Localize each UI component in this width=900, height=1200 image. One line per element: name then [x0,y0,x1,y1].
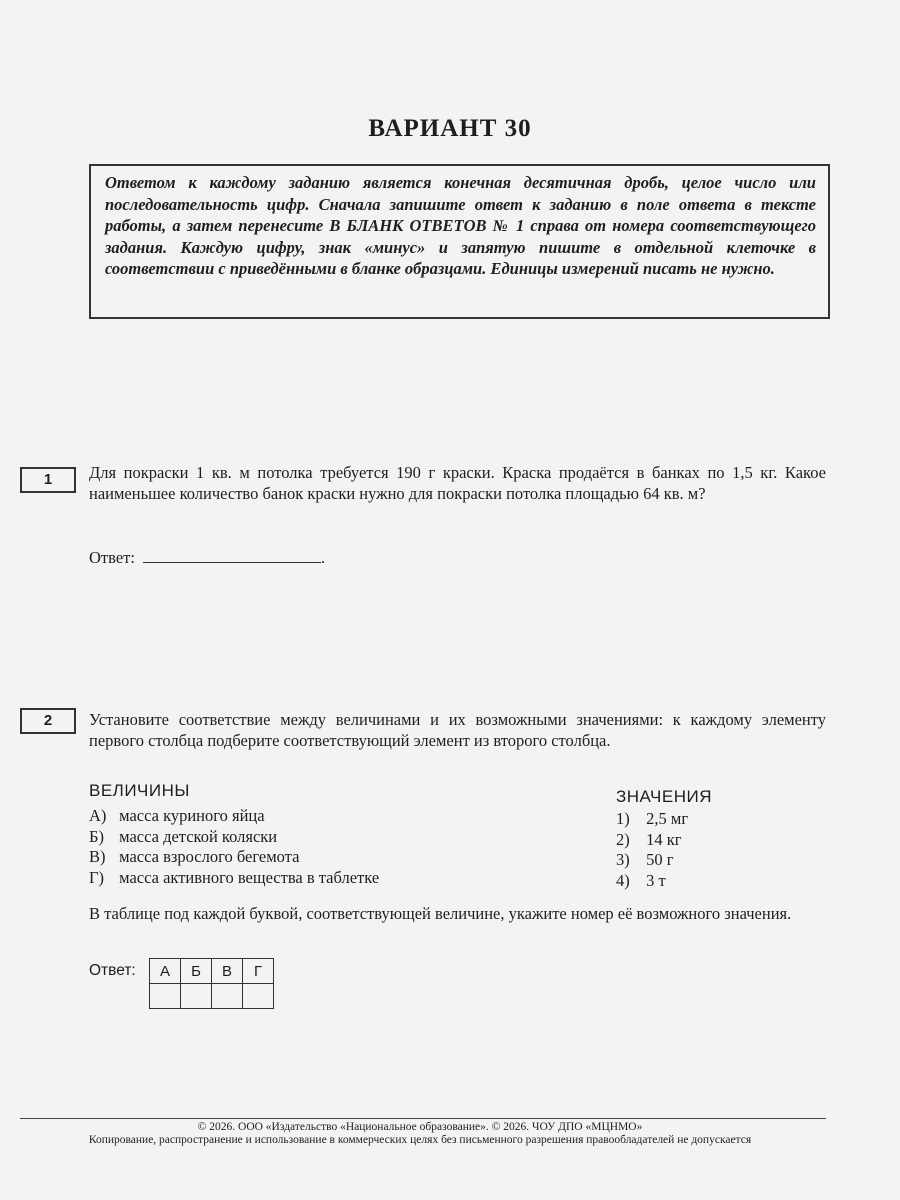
task-2-instruction: В таблице под каждой буквой, соответствующей величине, укажите номер её возможного значения. [89,904,792,923]
answer-end: . [320,548,326,567]
list-item: А) масса куриного яйца [89,806,265,825]
task-1-text: Для покраски 1 кв. м потолка требуется 190 г краски. Краска продаётся в банках по 1,5 кг. Какое наименьшее количество банок краски нужно для покраски потолка площадью 64 кв. м? [89,463,826,503]
answer-label: Ответ: [89,548,135,567]
instructions-box: Ответом к каждому заданию является конечная десятичная дробь, целое число или последовательность цифр. Сначала запишите ответ к заданию в поле ответа в тексте работы, а затем перенесите В БЛАНК ОТВЕТОВ № 1 справа от номера соответствующего задания. Каждую цифру, знак «минус» и запятую пишите в отдельной клеточке в соответствии с приведёнными в бланке образцами. Единицы измерений писать не нужно. [89,164,830,319]
quantities-list [89,806,379,888]
list-item: 4) 3 т [616,870,666,890]
answer-cell-g[interactable] [243,984,274,1009]
answer-header-v: В [212,959,243,984]
answer-table-header-row [150,959,274,984]
list-item: Б) масса детской коляски [89,826,278,846]
answer-cell-b[interactable] [181,984,212,1009]
list-item: 1) 2,5 мг [616,809,689,828]
answer-blank[interactable] [143,548,321,563]
answer-header-g: Г [243,959,274,984]
answer-header-b: Б [181,959,212,984]
task-number-1: 1 [20,467,76,493]
page-title: ВАРИАНТ 30 [368,115,532,142]
values-list [616,809,688,891]
list-item: 2) 14 кг [616,829,682,849]
task-number-2: 2 [20,708,76,734]
footer-notice: Копирование, распространение и использование в коммерческих целях без письменного разрешения правообладателей не допускается [88,1134,752,1146]
task-1-answer [89,548,325,568]
quantities-header: ВЕЛИЧИНЫ [89,781,190,800]
answer-label: Ответ: [89,962,136,979]
footer-divider [20,1118,826,1119]
list-item: В) масса взрослого бегемота [89,847,300,866]
footer-copyright: © 2026. ООО «Издательство «Национальное образование». © 2026. ЧОУ ДПО «МЦНМО» [197,1121,643,1133]
answer-cell-v[interactable] [212,984,243,1009]
task-2-text: Установите соответствие между величинами и их возможными значениями: к каждому элементу первого столбца подберите соответствующий элемент из второго столбца. [89,710,826,750]
answer-table [149,958,274,1009]
answer-cell-a[interactable] [150,984,181,1009]
answer-table-input-row [150,984,274,1009]
answer-header-a: А [150,959,181,984]
list-item: Г) масса активного вещества в таблетке [89,867,380,887]
list-item: 3) 50 г [616,850,674,869]
values-header: ЗНАЧЕНИЯ [616,787,712,806]
